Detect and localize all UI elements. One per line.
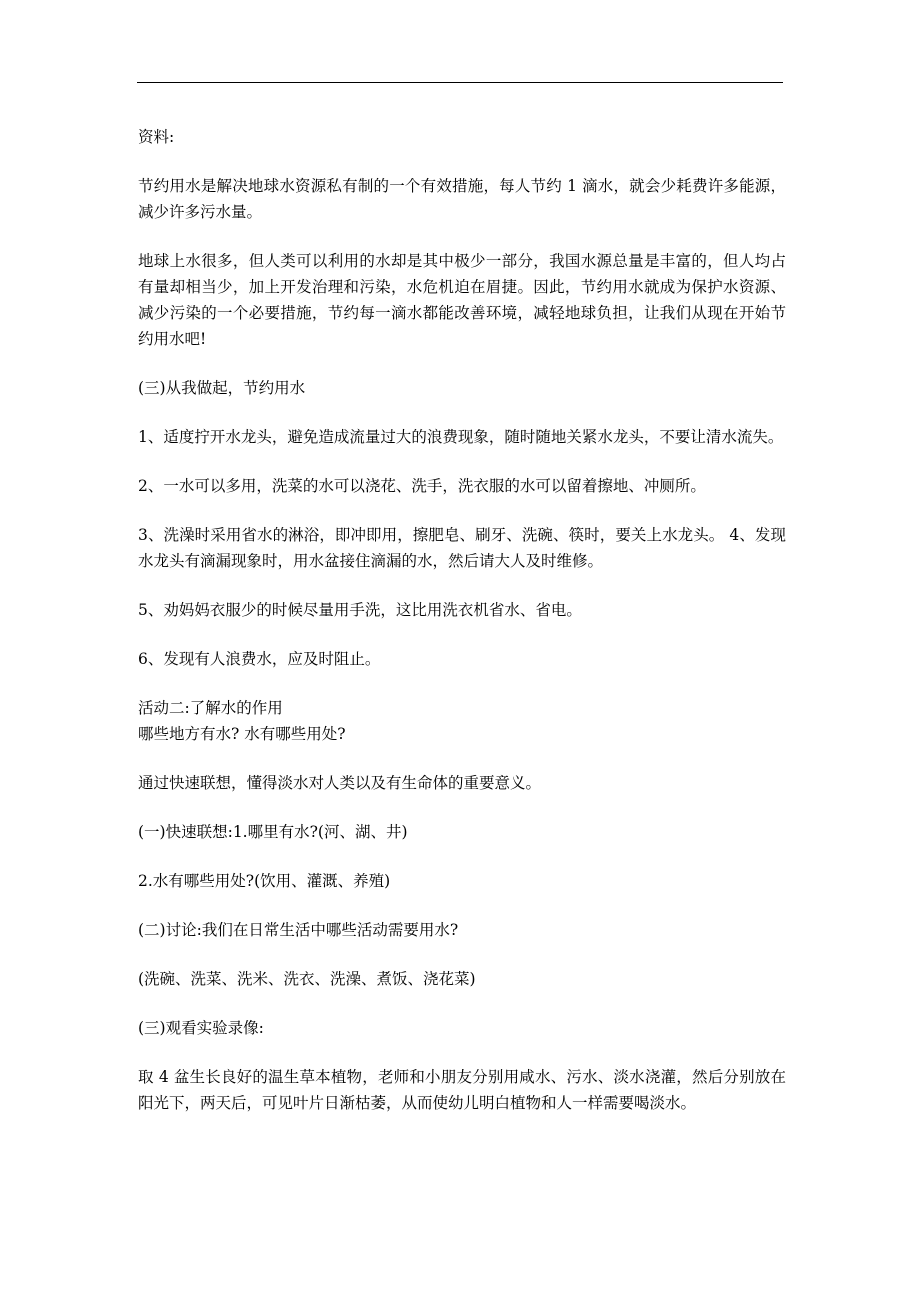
paragraph-water-resources: 地球上水很多，但人类可以利用的水却是其中极少一部分，我国水源总量是丰富的，但人均占有量却相当少，加上开发治理和污染，水危机迫在眉捷。因此，节约用水就成为保护水资源、减少污染的一个必要措施，节约每一滴水都能改善环境，减轻地球负担，让我们从现在开始节约用水吧! [138,252,786,348]
activity-two-goal: 通过快速联想，懂得淡水对人类以及有生命体的重要意义。 [138,774,542,792]
paragraph-intro: 节约用水是解决地球水资源私有制的一个有效措施，每人节约 1 滴水，就会少耗费许多能源，减少许多污水量。 [138,177,786,221]
activity-two-heading: 活动二:了解水的作用 [138,699,283,717]
list-item-6: 6、发现有人浪费水，应及时阻止。 [138,650,381,668]
discussion-answers: (洗碗、洗菜、洗米、洗衣、洗澡、煮饭、浇花菜) [138,970,476,988]
list-item-2: 2、一水可以多用，洗菜的水可以浇花、洗手，洗衣服的水可以留着擦地、冲厕所。 [138,477,706,495]
list-item-1: 1、适度拧开水龙头，避免造成流量过大的浪费现象，随时随地关紧水龙头，不要让清水流失。 [138,428,784,446]
list-item-3-4: 3、洗澡时采用省水的淋浴，即冲即用，擦肥皂、刷牙、洗碗、筷时，要关上水龙头。 4、发现水龙头有滴漏现象时，用水盆接住滴漏的水，然后请大人及时维修。 [138,526,786,570]
section-heading-save-water: (三)从我做起，节约用水 [138,379,306,397]
experiment-description: 取 4 盆生长良好的温生草本植物，老师和小朋友分别用咸水、污水、淡水浇灌，然后分别放在阳光下，两天后，可见叶片日渐枯萎，从而使幼儿明白植物和人一样需要喝淡水。 [138,1068,786,1112]
paragraph-source-label: 资料: [138,128,175,146]
document-body [138,124,786,1139]
water-uses: 2.水有哪些用处?(饮用、灌溉、养殖) [138,872,391,890]
list-item-5: 5、劝妈妈衣服少的时候尽量用手洗，这比用洗衣机省水、省电。 [138,601,582,619]
activity-two-question: 哪些地方有水? 水有哪些用处? [138,725,346,743]
quick-association: (一)快速联想:1.哪里有水?(河、湖、井) [138,823,408,841]
discussion-heading: (二)讨论:我们在日常生活中哪些活动需要用水? [138,921,459,939]
header-rule [137,82,783,83]
experiment-heading: (三)观看实验录像: [138,1019,264,1037]
